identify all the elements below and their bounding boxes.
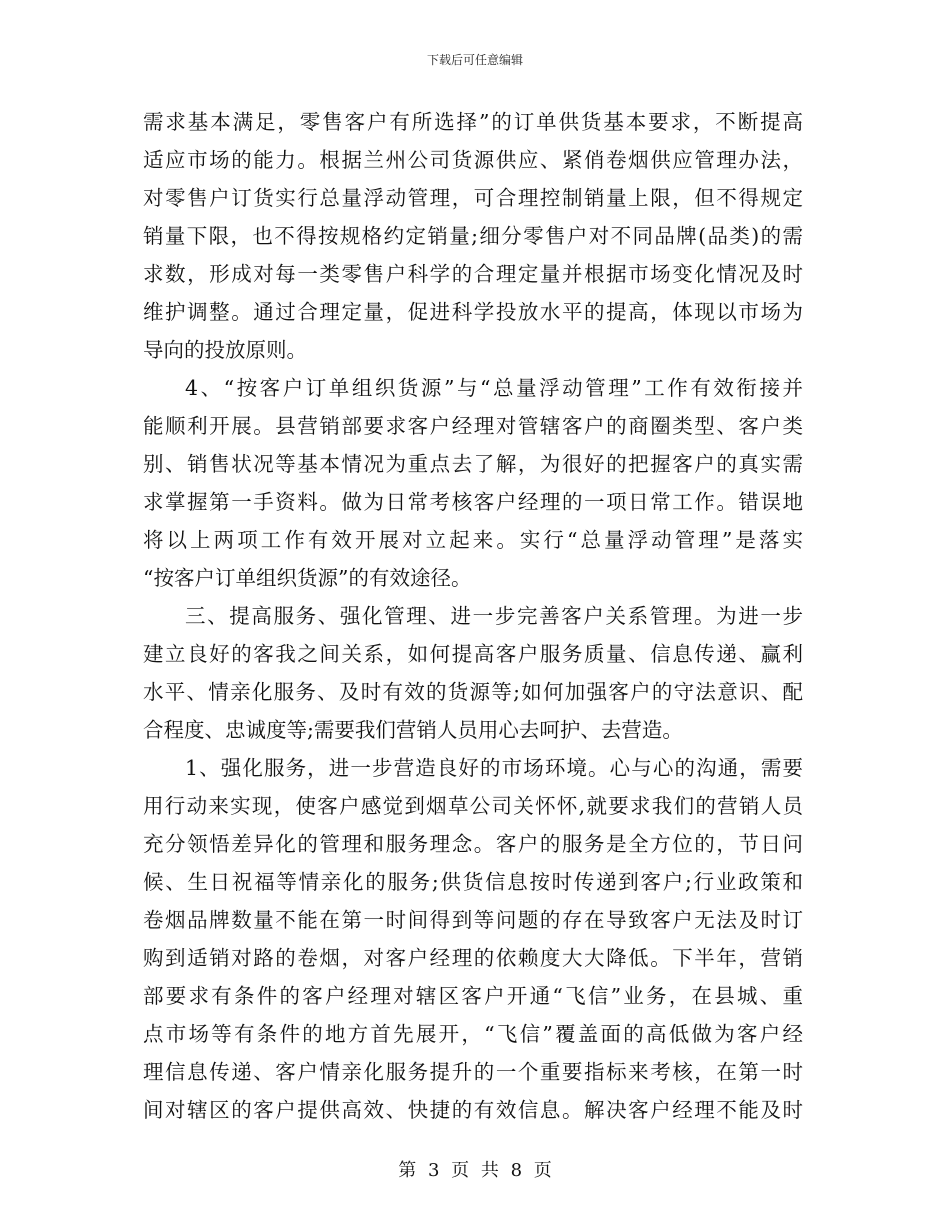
text-line: 用行动来实现，使客户感觉到烟草公司关怀怀,就要求我们的营销人员 bbox=[143, 794, 803, 818]
text-line: 水平、情亲化服务、及时有效的货源等;如何加强客户的守法意识、配 bbox=[143, 680, 803, 704]
text-line: 购到适销对路的卷烟，对客户经理的依赖度大大降低。下半年，营销 bbox=[143, 946, 803, 970]
text-line: 1、强化服务，进一步营造良好的市场环境。心与心的沟通，需要 bbox=[185, 756, 803, 780]
document-body bbox=[143, 103, 803, 1129]
text-line: 卷烟品牌数量不能在第一时间得到等问题的存在导致客户无法及时订 bbox=[143, 908, 803, 932]
text-line: 适应市场的能力。根据兰州公司货源供应、紧俏卷烟供应管理办法， bbox=[143, 148, 803, 172]
text-line: 将以上两项工作有效开展对立起来。实行“总量浮动管理”是落实 bbox=[143, 528, 803, 552]
text-line: 能顺利开展。县营销部要求客户经理对管辖客户的商圈类型、客户类 bbox=[143, 414, 803, 438]
text-line: 维护调整。通过合理定量，促进科学投放水平的提高，体现以市场为 bbox=[143, 300, 803, 324]
paragraph bbox=[143, 103, 803, 369]
text-line: 部要求有条件的客户经理对辖区客户开通“飞信”业务，在县城、重 bbox=[143, 984, 803, 1008]
text-line: 别、销售状况等基本情况为重点去了解，为很好的把握客户的真实需 bbox=[143, 452, 803, 476]
paragraph bbox=[143, 597, 803, 749]
text-line: 候、生日祝福等情亲化的服务;供货信息按时传递到客户;行业政策和 bbox=[143, 870, 803, 894]
paragraph bbox=[143, 369, 803, 597]
text-line: 三、提高服务、强化管理、进一步完善客户关系管理。为进一步 bbox=[185, 604, 803, 628]
text-line: 建立良好的客我之间关系，如何提高客户服务质量、信息传递、赢利 bbox=[143, 642, 803, 666]
text-line: 合程度、忠诚度等;需要我们营销人员用心去呵护、去营造。 bbox=[143, 718, 683, 742]
text-line: 充分领悟差异化的管理和服务理念。客户的服务是全方位的，节日问 bbox=[143, 832, 803, 856]
page-number: 第 3 页 共 8 页 bbox=[398, 1160, 552, 1181]
text-line: 需求基本满足，零售客户有所选择”的订单供货基本要求，不断提高 bbox=[143, 110, 803, 134]
text-line: 理信息传递、客户情亲化服务提升的一个重要指标来考核，在第一时 bbox=[143, 1060, 803, 1084]
text-line: 间对辖区的客户提供高效、快捷的有效信息。解决客户经理不能及时 bbox=[143, 1098, 803, 1122]
text-line: 求数，形成对每一类零售户科学的合理定量并根据市场变化情况及时 bbox=[143, 262, 803, 286]
text-line: 导向的投放原则。 bbox=[143, 338, 307, 362]
text-line: 求掌握第一手资料。做为日常考核客户经理的一项日常工作。错误地 bbox=[143, 490, 803, 514]
text-line: 点市场等有条件的地方首先展开，“飞信”覆盖面的高低做为客户经 bbox=[143, 1022, 803, 1046]
text-line: 销量下限，也不得按规格约定销量;细分零售户对不同品牌(品类)的需 bbox=[143, 224, 803, 248]
paragraph bbox=[143, 749, 803, 1129]
page-header-note: 下载后可任意编辑 bbox=[426, 53, 523, 67]
text-line: 对零售户订货实行总量浮动管理，可合理控制销量上限，但不得规定 bbox=[143, 186, 803, 210]
text-line: 4、“按客户订单组织货源”与“总量浮动管理”工作有效衔接并 bbox=[185, 376, 803, 400]
text-line: “按客户订单组织货源”的有效途径。 bbox=[143, 566, 472, 590]
